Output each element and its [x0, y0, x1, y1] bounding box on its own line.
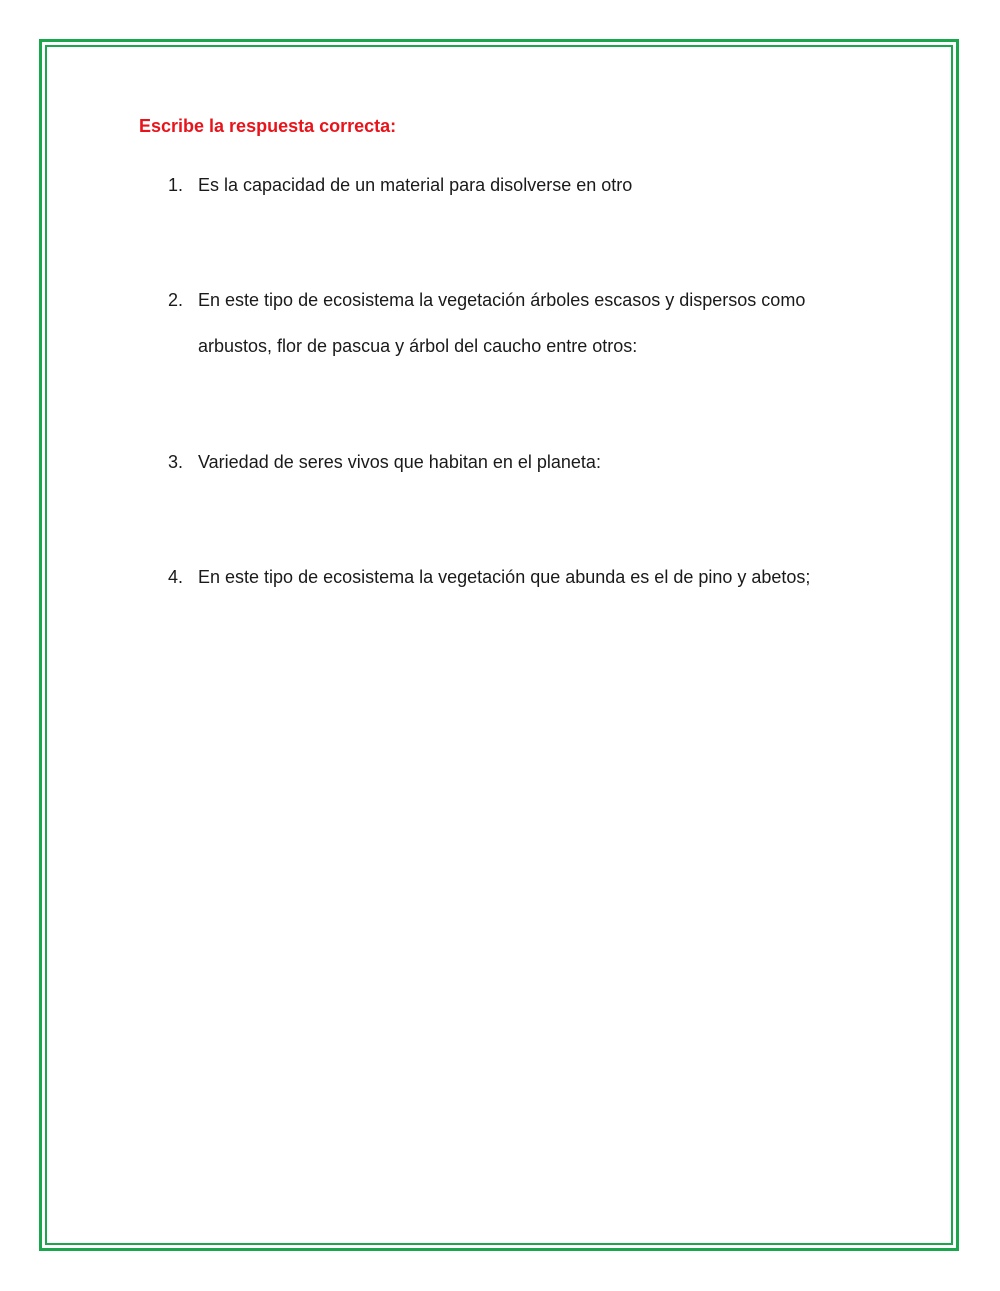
worksheet-heading: Escribe la respuesta correcta: — [139, 116, 397, 136]
page-border-inner — [45, 45, 953, 1245]
question-number: 3. — [168, 452, 184, 472]
question-text: En este tipo de ecosistema la vegetación que abunda es el de pino y abetos; — [198, 567, 811, 587]
question-text: Es la capacidad de un material para disolverse en otro — [198, 175, 633, 195]
question-2 — [168, 277, 868, 369]
question-4 — [168, 554, 868, 600]
question-text: Variedad de seres vivos que habitan en el planeta: — [198, 452, 601, 472]
question-text: En este tipo de ecosistema la vegetación árboles escasos y dispersos como arbustos, flor de pascua y árbol del caucho entre otros: — [198, 290, 806, 356]
question-3 — [168, 439, 868, 485]
question-number: 1. — [168, 175, 184, 195]
question-number: 4. — [168, 567, 184, 587]
question-number: 2. — [168, 290, 184, 310]
question-1 — [168, 162, 868, 208]
